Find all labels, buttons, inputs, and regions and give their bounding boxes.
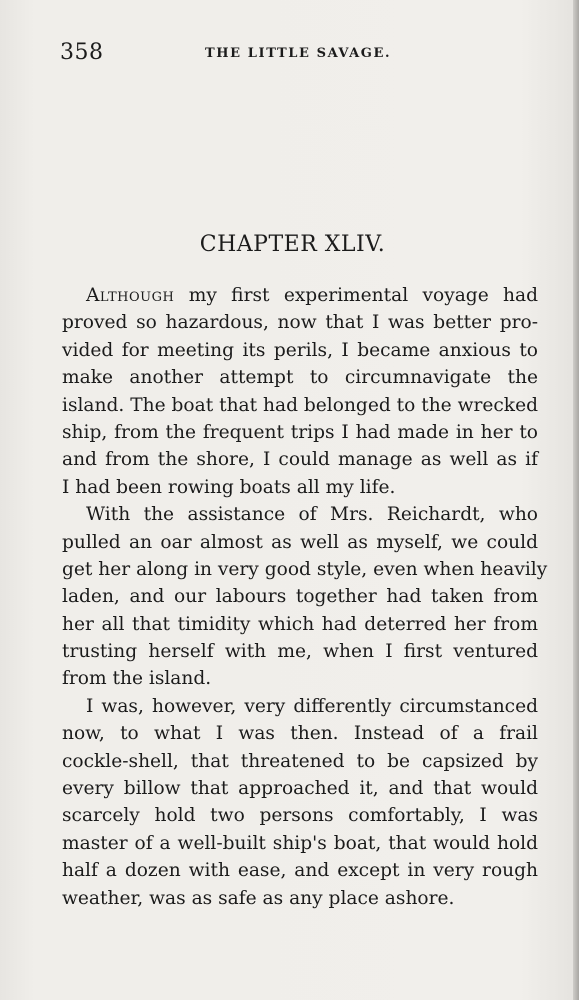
paragraph-line: I had been rowing boats all my life. bbox=[62, 476, 396, 498]
paragraph-line: and from the shore, I could manage as well as if bbox=[62, 449, 538, 471]
paragraph-line: make another attempt to circumnavigate the bbox=[62, 367, 538, 389]
page-number: 358 bbox=[60, 40, 104, 65]
paragraph-line: laden, and our labours together had taken from bbox=[62, 586, 538, 608]
paragraph-line: every billow that approached it, and that would bbox=[62, 778, 538, 800]
paragraph-line: ship, from the frequent trips I had made in her to bbox=[62, 421, 538, 443]
paragraph-line: her all that timidity which had deterred her from bbox=[62, 613, 538, 635]
paragraph-line: vided for meeting its perils, I became anxious to bbox=[62, 339, 538, 361]
paragraph-line: Although my first experimental voyage had bbox=[86, 285, 538, 306]
paragraph-line: With the assistance of Mrs. Reichardt, who bbox=[86, 504, 538, 526]
running-title: THE LITTLE SAVAGE. bbox=[205, 46, 392, 61]
page-edge-shadow bbox=[573, 0, 579, 1000]
paragraph-line: half a dozen with ease, and except in very rough bbox=[62, 860, 538, 882]
paragraph-line: get her along in very good style, even when heavily bbox=[62, 558, 548, 580]
paragraph-line: island. The boat that had belonged to the wrecked bbox=[62, 394, 538, 416]
chapter-title: CHAPTER XLIV. bbox=[199, 232, 386, 257]
paragraph-line: I was, however, very differently circumstanced bbox=[86, 695, 538, 717]
chapter-body bbox=[62, 282, 548, 912]
paragraph-line: cockle-shell, that threatened to be capsized by bbox=[62, 750, 538, 772]
drop-word: Although bbox=[86, 285, 175, 306]
paragraph-line: now, to what I was then. Instead of a frail bbox=[62, 723, 538, 745]
paragraph-line: scarcely hold two persons comfortably, I was bbox=[62, 805, 538, 827]
paragraph-line: pulled an oar almost as well as myself, we could bbox=[62, 531, 538, 553]
paragraph-line: trusting herself with me, when I first ventured bbox=[62, 641, 538, 663]
paragraph-line: weather, was as safe as any place ashore. bbox=[62, 887, 455, 909]
paragraph-line: from the island. bbox=[62, 668, 212, 690]
paragraph-line: proved so hazardous, now that I was better pro- bbox=[62, 312, 538, 334]
paragraph-line: master of a well-built ship's boat, that would hold bbox=[62, 832, 538, 854]
